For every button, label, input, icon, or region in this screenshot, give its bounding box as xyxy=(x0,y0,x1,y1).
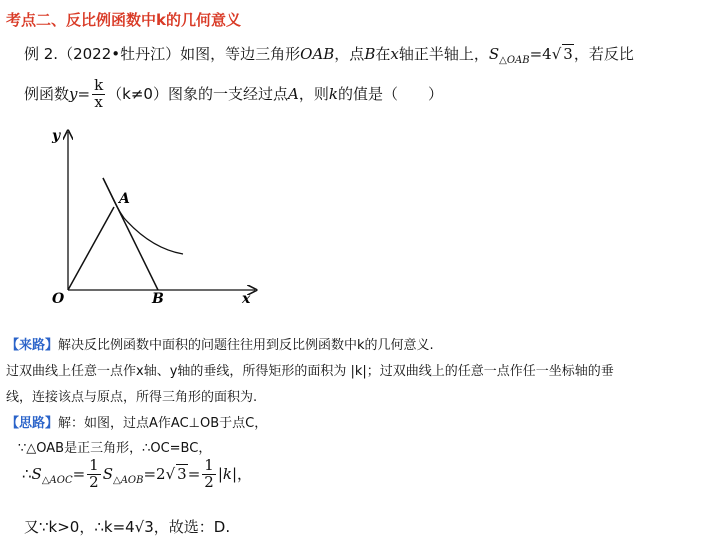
example-text: ，则 xyxy=(298,84,329,103)
fraction-denominator: 2 xyxy=(204,472,214,491)
example-label: 例 2. xyxy=(24,45,59,63)
hyperbola-branch xyxy=(103,178,183,254)
point-a: A xyxy=(288,84,299,103)
solution-tag: 【思路】 xyxy=(6,416,59,431)
example-text: ，点 xyxy=(334,45,365,63)
example-text: 如图，等边三角形 xyxy=(180,45,301,63)
root-three: 3 xyxy=(563,45,573,63)
example-text: ，若反比 xyxy=(573,45,634,63)
x-axis-label: x xyxy=(242,291,251,307)
fraction-denominator: x xyxy=(94,92,103,111)
hint-line-1 xyxy=(6,334,434,353)
root-three: 3 xyxy=(177,464,187,483)
origin-label: O xyxy=(52,291,65,307)
example-line-1: 例 2.（2022•牡丹江）如图，等边三角形OAB，点B在x轴正半轴上，$S_{\triangle OAB}=4√$ 3，若反比 xyxy=(24,45,634,66)
solution-line-1 xyxy=(6,412,267,431)
solution-final: 又∵k>0，∴k=4√3，故选：D. xyxy=(24,518,231,536)
fraction-denominator: 2 xyxy=(89,472,99,491)
triangle-name: OAB xyxy=(300,45,335,63)
subscript-aob: △AOB xyxy=(113,474,144,486)
area-symbol: S xyxy=(488,45,500,63)
hint-text-1: 解决反比例函数中面积的问题往往用到反比例函数中k的几何意义. xyxy=(58,338,434,353)
comma: ， xyxy=(237,464,253,483)
k-symbol: k xyxy=(328,84,338,103)
subscript-aoc: △AOC xyxy=(41,474,73,486)
area-symbol-aoc: S xyxy=(31,464,42,483)
solution-formula: $\therefore S_{\triangle AOC}=$ $\frac{1}{2}$ $S_{\triangle AOB}=2√$ 3= $\frac{1}{2}$ |k|， xyxy=(22,456,253,491)
example-source: （2022•牡丹江） xyxy=(58,45,181,63)
equals-sign: = xyxy=(187,464,201,483)
example-text: 图象的一支经过点 xyxy=(167,84,288,103)
area-value: =4 xyxy=(529,45,552,63)
equals-sign: = xyxy=(77,84,91,103)
example-text: 例函数 xyxy=(24,84,70,103)
area-value: =2 xyxy=(143,464,166,483)
section-heading: 考点二、反比例函数中k的几何意义 xyxy=(6,11,241,29)
point-b: B xyxy=(364,45,376,63)
hint-line-2: 过双曲线上任意一点作x轴、y轴的垂线，所得矩形的面积为 |k|；过双曲线上的任意一点作任一坐标轴的垂 xyxy=(6,364,614,379)
function-y: y xyxy=(69,84,78,103)
hint-tag: 【来路】 xyxy=(6,338,59,353)
point-b-label: B xyxy=(152,291,164,307)
point-a-label: A xyxy=(119,191,130,207)
axis-x-ref: x xyxy=(390,45,399,63)
hint-line-3: 线，连接该点与原点，所得三角形的面积为. xyxy=(6,390,258,405)
area-symbol-aob: S xyxy=(102,464,113,483)
fraction-numerator: 1 xyxy=(89,456,99,474)
example-text: 的值是（ ） xyxy=(337,84,443,103)
y-axis-label: y xyxy=(52,128,61,144)
solution-text-1: 解：如图，过点A作AC⊥OB于点C， xyxy=(58,416,268,431)
fraction-one-half xyxy=(87,458,101,491)
fraction-numerator: 1 xyxy=(204,456,214,474)
triangle-side-oa xyxy=(68,207,114,290)
solution-line-2: ∵△OAB是正三角形，∴OC=BC， xyxy=(18,441,212,456)
example-text: 轴正半轴上， xyxy=(398,45,489,63)
condition: （k≠0） xyxy=(107,84,168,103)
abs-k: |k| xyxy=(217,464,238,483)
fraction-one-half-2 xyxy=(202,458,216,491)
area-subscript: △OAB xyxy=(499,55,530,66)
equals-sign: = xyxy=(72,464,86,483)
fraction-numerator: k xyxy=(94,76,104,94)
therefore-symbol: ∴ xyxy=(22,464,32,483)
example-text: 在 xyxy=(375,45,391,63)
